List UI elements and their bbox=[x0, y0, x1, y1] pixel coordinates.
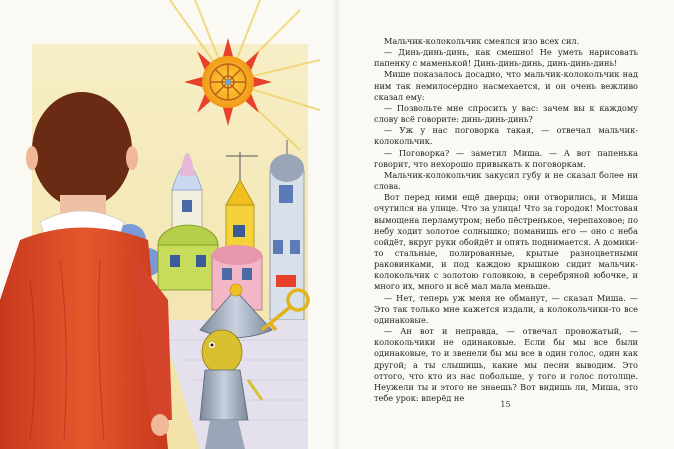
paragraph: Мальчик-колокольчик закусил губу и не сказал более ни слова. bbox=[374, 169, 638, 192]
paragraph: — Ан вот и неправда, — отвечал провожатый, — колокольчики не одинаковые. Если бы мы все были одинаковые, то и звенели бы мы все в один голос, один как другой; а ты слышишь, какие мы песни выводим. Это оттого, что кто из нас побольше, у того и голос потолще. Неужели ты и этого не знаешь? Вот видишь ли, Миша, это тебе урок: вперёд не bbox=[374, 326, 638, 403]
page-number: 15 bbox=[500, 400, 511, 409]
paragraph: — Позвольте мне спросить у вас: зачем вы к каждому слову всё говорите: динь-динь-динь? bbox=[374, 102, 638, 125]
paragraph: — Динь-динь-динь, как смешно! Не уметь нарисовать папенку с маменькой! Динь-динь-динь, динь-динь-динь! bbox=[374, 47, 638, 69]
paragraph: — Уж у нас поговорка такая, — отвечал мальчик-колокольчик. bbox=[374, 125, 638, 147]
paragraph: Вот перед ними ещё дверцы; они отворились, и Миша очутился на улице. Что за улица! Что за городок! Мостовая вымощена перламутром; небо пёстренькое, черепаховое; по небу ходит золотое солнышко; поманишь его — оно с неба сойдёт, вкруг руки обойдёт и опять поднимается. А домики-то стальные, полированные, крытые разноцветными раковинками, и под каждою крышкою сидит мальчик-колокольчик с золотою головкою, в серебряной юбочке, и много их, много и всё мал мала меньше. bbox=[374, 192, 638, 292]
right-page-text bbox=[337, 0, 674, 449]
paragraph: Мальчик-колокольчик смеялся изо всех сил. bbox=[384, 36, 580, 46]
paragraph: Мише показалось досадно, что мальчик-колокольчик над ним так немилосердно насмехается, и он очень вежливо сказал ему: bbox=[374, 69, 638, 102]
story-text bbox=[374, 36, 638, 404]
paragraph: — Поговорка? — заметил Миша. — А вот папенька говорит, что нехорошо привыкать к поговоркам. bbox=[374, 147, 638, 169]
paragraph: — Нет, теперь уж меня не обманут, — сказал Миша. — Это так только мне кажется издали, а колокольчики-то все одинаковые. bbox=[374, 292, 638, 325]
sun-icon bbox=[184, 38, 272, 126]
